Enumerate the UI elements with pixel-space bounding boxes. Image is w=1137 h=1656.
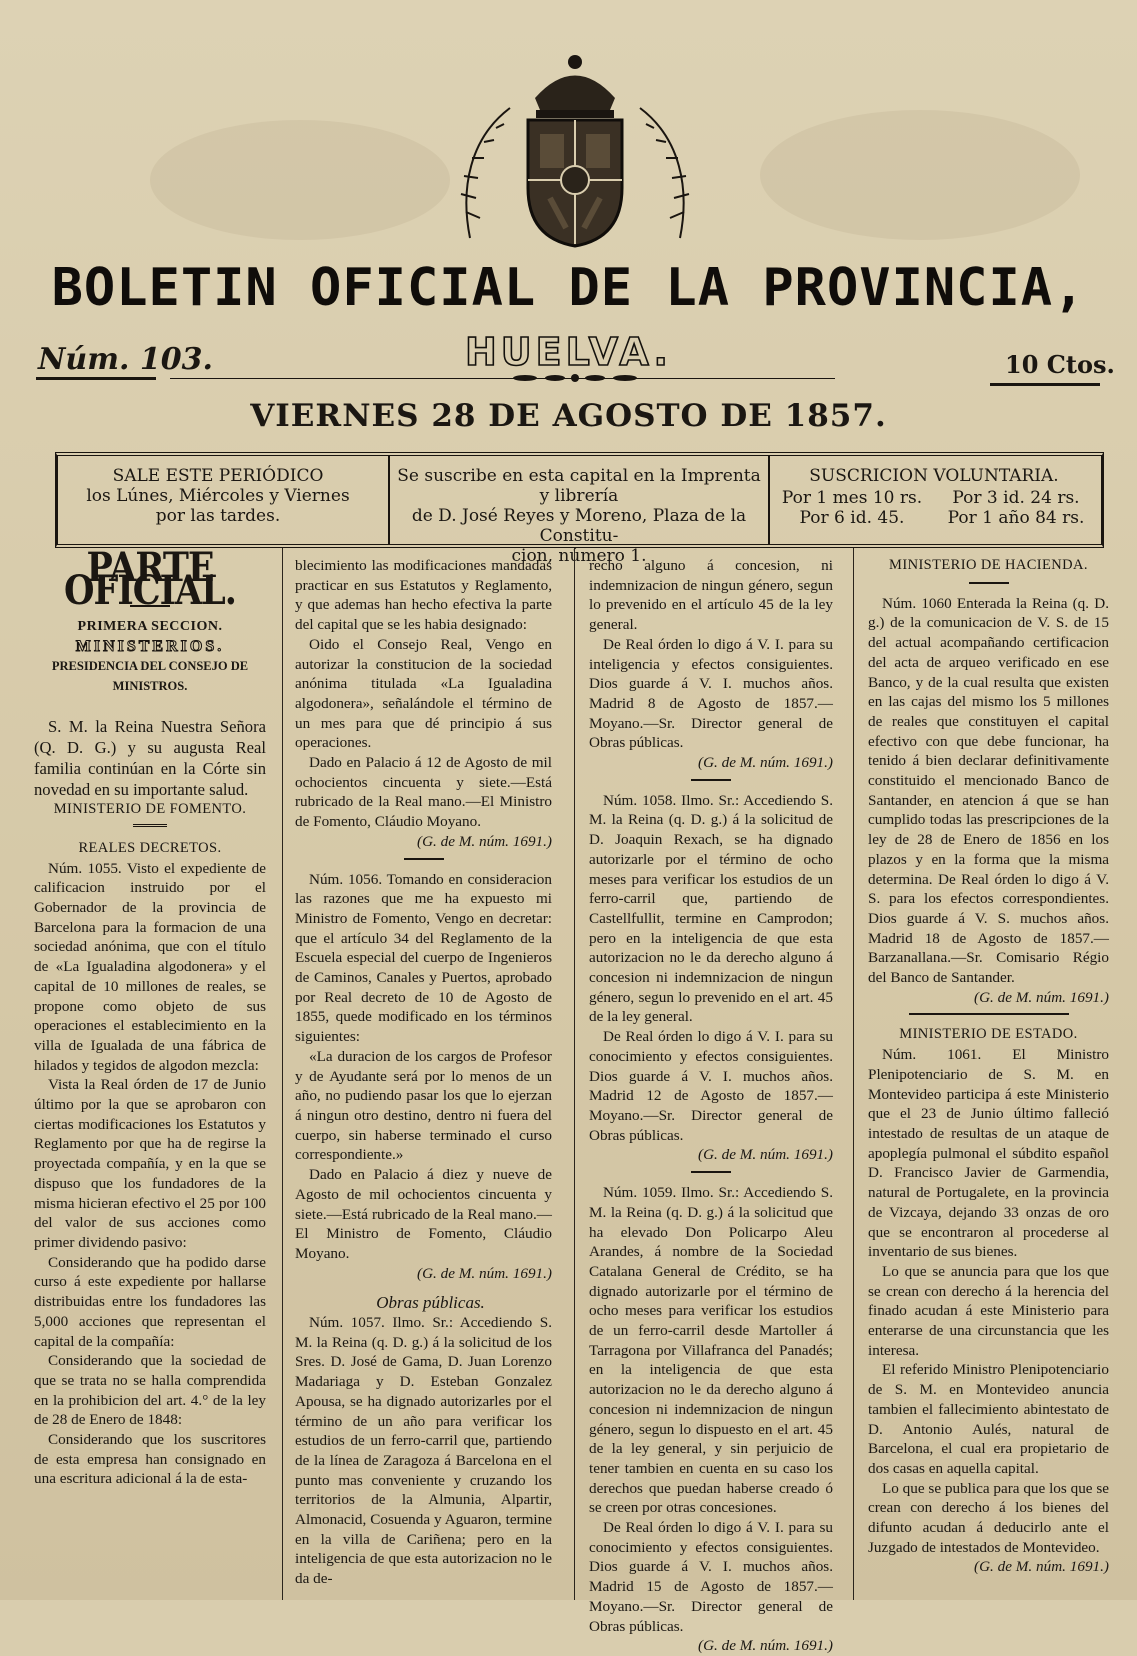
- article-text: recho alguno á concesion, ni indemnizacion de ningun género, segun lo prevenido en el artículo 45 de la ley general.: [589, 557, 833, 634]
- article-text: Núm. 1055. Visto el expediente de calificacion instruido por el Gobernador de la provincia de Barcelona para la formacion de una sociedad anónima, que con el título de «La Igualadina algodonera» y el capital de 10 millones de reales, se propone como objeto de sus operaciones el establecimiento en la villa de Igualada de una fábrica de hilados y tegidos de algodon mezcla:: [34, 859, 266, 1074]
- rate-item: Por 1 mes 10 rs.: [781, 488, 923, 508]
- paper-stain: [760, 110, 1080, 240]
- column-1: [34, 544, 266, 1489]
- article-text: blecimiento las modificaciones mandadas practicar en sus Estatutos y Reglamento, y que ademas han hecho efectiva la parte del capital que se les habia designado:: [295, 557, 552, 634]
- ministerios-heading: MINISTERIOS.: [75, 638, 225, 656]
- article-text: «La duracion de los cargos de Profesor y de Ayudante será por lo menos de un año, no pudiendo pasar los que lo ejerzan á ningun otro destino, dentro ni fuera del cuerpo, sin haberse terminado el curso correspondiente.»: [295, 1047, 552, 1164]
- schedule-line: por las tardes.: [155, 506, 281, 526]
- divider: [691, 1171, 731, 1173]
- schedule-line: los Lúnes, Miércoles y Viernes: [86, 486, 350, 506]
- presidencia-heading: PRESIDENCIA DEL CONSEJO DE MINISTROS.: [51, 658, 249, 693]
- schedule-line: SALE ESTE PERIÓDICO: [112, 466, 324, 486]
- rule: [36, 377, 156, 380]
- article-text: De Real órden lo digo á V. I. para su inteligencia y efectos consiguientes. Dios guarde á V. I. muchos años. Madrid 8 de Agosto de 1857.—Moyano.—Sr. Director general de Obras públicas.: [589, 635, 833, 752]
- issue-number: Núm. 103.: [38, 342, 213, 377]
- rate-item: Por 6 id. 45.: [799, 508, 905, 528]
- subscription-line: cion, número 1.: [511, 546, 647, 566]
- hacienda-heading: MINISTERIO DE HACIENDA.: [889, 557, 1088, 573]
- fomento-heading: MINISTERIO DE FOMENTO.: [53, 801, 247, 818]
- source-citation: (G. de M. núm. 1691.): [974, 988, 1109, 1006]
- paper-stain: [150, 120, 450, 240]
- obras-heading: Obras públicas.: [376, 1293, 485, 1313]
- city-name: HUELVA.: [465, 330, 672, 374]
- article-text: De Real órden lo digo á V. I. para su conocimiento y efectos consiguientes. Dios guarde á V. I. muchos años. Madrid 12 de Agosto de 1857.—Moyano.—Sr. Director general de Obras públicas.: [589, 1028, 833, 1144]
- ornament-icon: [510, 372, 640, 384]
- column-divider: [282, 548, 283, 1600]
- article-text: De Real órden lo digo á V. I. para su conocimiento y efectos consiguientes. Dios guarde á V. I. muchos años. Madrid 15 de Agosto de 1857.—Moyano.—Sr. Director general de Obras públicas.: [589, 1519, 833, 1635]
- issue-date: VIERNES 28 DE AGOSTO DE 1857.: [250, 398, 887, 434]
- article-text: Dado en Palacio á 12 de Agosto de mil ochocientos cincuenta y siete.—Está rubricado de la Real mano.—El Ministro de Fomento, Cláudio Moyano.: [295, 754, 552, 831]
- section-title: PARTE OFICIAL.: [64, 544, 236, 615]
- subscription-line: de D. José Reyes y Moreno, Plaza de la Constitu-: [411, 506, 747, 546]
- estado-heading: MINISTERIO DE ESTADO.: [899, 1026, 1078, 1043]
- article-text: El referido Ministro Plenipotenciario de S. M. en Montevideo anuncia tambien el fallecimiento abintestato de D. Antonio Aulés, natural de Barcelona, el cual era propietario de dos casas en aquella capital.: [868, 1361, 1109, 1477]
- rate-item: Por 1 año 84 rs.: [947, 508, 1085, 528]
- column-2: [295, 556, 552, 1589]
- source-citation: (G. de M. núm. 1691.): [698, 754, 833, 772]
- column-3: [589, 556, 833, 1656]
- article-text: Considerando que la sociedad de que se trata no se halla comprendida en la prohibicion del art. 4.° de la ley de 28 de Enero de 1848:: [34, 1352, 266, 1429]
- column-divider: [853, 548, 854, 1600]
- article-text: Considerando que los suscritores de esta empresa han consignado en una escritura adicional á la de esta-: [34, 1431, 266, 1488]
- article-text: Núm. 1060 Enterada la Reina (q. D. g.) de la comunicacion de V. S. de 15 del actual acompañando certificacion del acta de arqueo verificado en ese Banco, y de la cual resulta que existen en las cajas del mismo los 5 millones de reales que constituyen el capital efectivo con que debe funcionar, ha tenido á bien declarar definitivamente constituido el mencionado Banco de Santander, en atencion á que se han cumplido todas las prescripciones de la ley de 28 de Enero de 1856 en los plazos y en la forma que la misma determina. De Real órden lo digo á V. S. para los efectos correspondientes. Dios guarde á V. S. muchos años. Madrid 18 de Agosto de 1857.—Barzanallana.—Sr. Comisario Régio del Banco de Santander.: [868, 594, 1109, 987]
- rate-item: Por 3 id. 24 rs.: [952, 488, 1080, 508]
- source-citation: (G. de M. núm. 1691.): [698, 1146, 833, 1164]
- source-citation: (G. de M. núm. 1691.): [417, 832, 552, 850]
- article-text: Lo que se publica para que los que se crean con derecho á los bienes del difunto acudan á deducirlo ante el Juzgado de intestados de Montevideo.: [868, 1479, 1109, 1556]
- article-text: Dado en Palacio á diez y nueve de Agosto de mil ochocientos cincuenta y siete.—Está rubricado de la Real mano.—El Ministro de Fomento, Cláudio Moyano.: [295, 1166, 552, 1262]
- subscription-place: [388, 456, 770, 566]
- source-citation: (G. de M. núm. 1691.): [417, 1264, 552, 1282]
- divider: [909, 1013, 1069, 1015]
- article-text: S. M. la Reina Nuestra Señora (Q. D. G.) y su augusta Real familia continúan en la Córte sin novedad en su importante salud.: [34, 717, 266, 800]
- newspaper-title: BOLETIN OFICIAL DE LA PROVINCIA,: [51, 258, 1086, 318]
- rule: [170, 378, 835, 379]
- divider: [969, 582, 1009, 584]
- article-text: Núm. 1059. Ilmo. Sr.: Accediendo S. M. la Reina (q. D. g.) á la solicitud que ha elevado Don Policarpo Aleu Arandes, á nombre de la Sociedad Catalana General de Crédito, se ha dignado autorizarle por el término de ocho meses para verificar los estudios de un ferro-carril desde Martoller á Tarragona por Villafranca del Panadés; en la inteligencia de que esta autorizacion no le da derecho alguno á concesion ni indemnizacion de ningun género, segun lo dispuesto en el art. 45 de la ley general, y sin perjuicio de tener tambien en cuenta en su caso los derechos que puedan haberse creado ó se creen por otras concesiones.: [589, 1184, 833, 1517]
- article-text: Vista la Real órden de 17 de Junio último por la que se aprobaron con ciertas modificaciones los Estatutos y Reglamento por que ha de regirse la proyectada compañía, y en la que se dispuso que los fundadores de la misma hicieran efectivo el 25 por 100 del valor de sus acciones como primer dividendo pasivo:: [34, 1076, 266, 1251]
- rule: [990, 383, 1100, 386]
- source-citation: (G. de M. núm. 1691.): [698, 1637, 833, 1655]
- divider: [133, 824, 167, 829]
- publication-schedule: [58, 456, 378, 544]
- subscription-rates: [770, 456, 1098, 544]
- divider: [404, 858, 444, 860]
- article-text: Oido el Consejo Real, Vengo en autorizar la constitucion de la sociedad anónima titulada «La Igualadina algodonera», señalándole el término de un mes para que dé principio á sus operaciones.: [295, 635, 552, 752]
- column-divider: [574, 548, 575, 1600]
- section-subtitle: PRIMERA SECCION.: [77, 619, 223, 635]
- article-text: Núm. 1056. Tomando en consideracion las razones que me ha expuesto mi Ministro de Fomento, Vengo en decretar: que el artículo 34 del Reglamento de la Escuela especial del cuerpo de Ingenieros de Caminos, Canales y Puertos, aprobado por Real decreto de 10 de Agosto de 1855, quede modificado en los términos siguientes:: [295, 870, 552, 1046]
- article-text: Núm. 1057. Ilmo. Sr.: Accediendo S. M. la Reina (q. D. g.) á la solicitud de los Sres. D. José de Gama, D. Juan Lorenzo Madariaga y D. Esteban Gonzalez Apousa, se ha dignado autorizarles por el término de un año para verificar los estudios de un ferro-carril que, partiendo de la línea de Zaragoza á Barcelona en el punto mas conveniente y cruzando los territorios de la Almunia, Alpartir, Almonacid, Cosuenda y Aguaron, termine en la villa de Cariñena; pero en la inteligencia de que esta autorizacion no le da de-: [295, 1314, 552, 1588]
- article-text: Lo que se anuncia para que los que se crean con derecho á la herencia del finado acudan á este Ministerio para enterarse de una circunstancia que les interesa.: [868, 1262, 1109, 1359]
- divider: [691, 779, 731, 781]
- article-text: Núm. 1061. El Ministro Plenipotenciario de S. M. en Montevideo participa á este Ministerio que el 23 de Junio último falleció intestado de resultas de un ataque de apoplegía pulmonal el súbdito español D. Francisco Javier de Garmendia, natural de Portugalete, en la provincia de Vizcaya, dejando 33 onzas de oro que se encontraron al procederse al inventario de sus bienes.: [868, 1046, 1109, 1261]
- column-4: [868, 556, 1109, 1577]
- royal-coat-of-arms-icon: [450, 48, 700, 253]
- rates-title: SUSCRICION VOLUNTARIA.: [809, 466, 1059, 486]
- subscription-line: Se suscribe en esta capital en la Imprenta y librería: [397, 466, 761, 506]
- issue-price: 10 Ctos.: [1005, 350, 1115, 379]
- article-text: Núm. 1058. Ilmo. Sr.: Accediendo S. M. la Reina (q. D. g.) á la solicitud de D. Joaquin Rexach, se ha dignado autorizarle por el término de ocho meses para verificar los estudios de un ferro-carril que, partiendo de Castellfullit, termine en Camprodon; pero en la inteligencia de que esta autorizacion no le da derecho alguno á concesion ni indemnizacion de ningun género, segun lo prevenido en el art. 45 de la ley general.: [589, 791, 833, 1026]
- source-citation: (G. de M. núm. 1691.): [974, 1558, 1109, 1576]
- decretos-heading: REALES DECRETOS.: [78, 839, 222, 856]
- article-text: Considerando que ha podido darse curso á este expediente por hallarse distribuidas entre los fundadores las 5,000 acciones que representan el capital de la compañía:: [34, 1253, 266, 1350]
